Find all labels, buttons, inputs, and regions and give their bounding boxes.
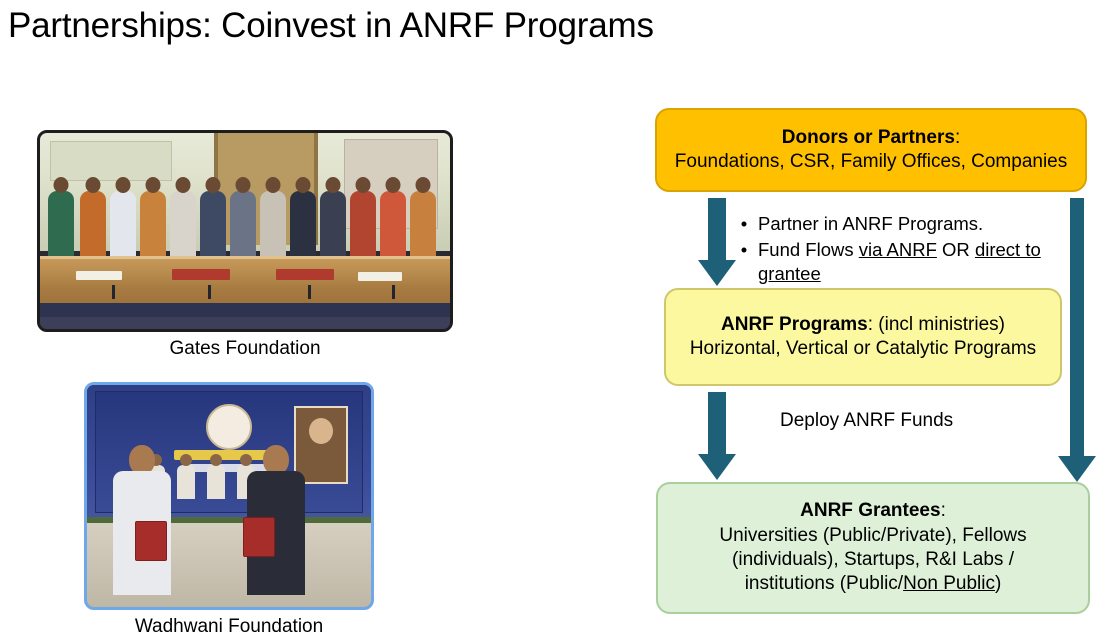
- photo-people-row: [40, 179, 450, 267]
- event-emblem-icon: [206, 404, 252, 450]
- bullet-marker: •: [740, 213, 748, 234]
- photo-gates-foundation: [37, 130, 453, 332]
- photo-person-left: [113, 445, 171, 595]
- diagram-edge-notes: [730, 212, 1070, 288]
- grantees-body-line-1: Universities (Public/Private), Fellows: [719, 524, 1027, 546]
- bullet-item-2: [730, 238, 1070, 286]
- grantees-body-3a: institutions (Public/: [744, 573, 904, 595]
- donors-title-suffix: :: [954, 126, 961, 148]
- page-title: Partnerships: Coinvest in ANRF Programs: [8, 6, 654, 45]
- diagram-node-donors: [655, 108, 1087, 192]
- photo-wadhwani-foundation: [84, 382, 374, 610]
- fund-flows-text-b: OR: [936, 239, 975, 261]
- photo-block-gates: [37, 130, 453, 360]
- arrow-programs-to-grantees: [696, 392, 738, 480]
- photo-floor: [40, 317, 450, 329]
- grantees-body-line-2: (individuals), Startups, R&I Labs /: [732, 549, 1014, 570]
- diagram-edge-label-deploy: Deploy ANRF Funds: [780, 410, 954, 431]
- programs-body: Horizontal, Vertical or Catalytic Programs: [689, 338, 1037, 359]
- link-direct-to-grantee[interactable]: direct to grantee: [758, 239, 1041, 285]
- bullet-marker: •: [740, 239, 748, 261]
- link-via-anrf[interactable]: via ANRF: [858, 239, 937, 261]
- programs-title: ANRF Programs: [721, 313, 868, 335]
- grantees-body-3c: ): [994, 573, 1002, 595]
- fund-flows-text-a: Fund Flows: [758, 239, 859, 261]
- photo-block-wadhwani: [84, 382, 374, 638]
- grantees-title: ANRF Grantees: [800, 500, 941, 522]
- photo-banner-left: [50, 141, 172, 181]
- arrow-donors-direct-to-grantees: [1056, 198, 1098, 482]
- diagram-node-programs: [664, 288, 1062, 386]
- arrow-donors-to-programs: [696, 198, 738, 286]
- diagram-node-grantees: [656, 482, 1090, 614]
- photo-person-right: [247, 445, 305, 595]
- bullet-text-fund-flows: [758, 238, 1070, 286]
- bullet-text: Partner in ANRF Programs.: [758, 213, 984, 234]
- grantees-body-line-3: [719, 572, 1026, 596]
- donors-body: Foundations, CSR, Family Offices, Companies: [674, 151, 1068, 172]
- grantees-title-suffix: :: [940, 500, 946, 522]
- programs-title-suffix: : (incl ministries): [867, 313, 1005, 335]
- photo-caption-gates: Gates Foundation: [169, 338, 321, 359]
- photo-caption-wadhwani: Wadhwani Foundation: [134, 616, 324, 637]
- bullet-item-1: [730, 212, 1070, 236]
- donors-title: Donors or Partners: [781, 126, 955, 148]
- link-non-public[interactable]: Non Public: [903, 573, 995, 595]
